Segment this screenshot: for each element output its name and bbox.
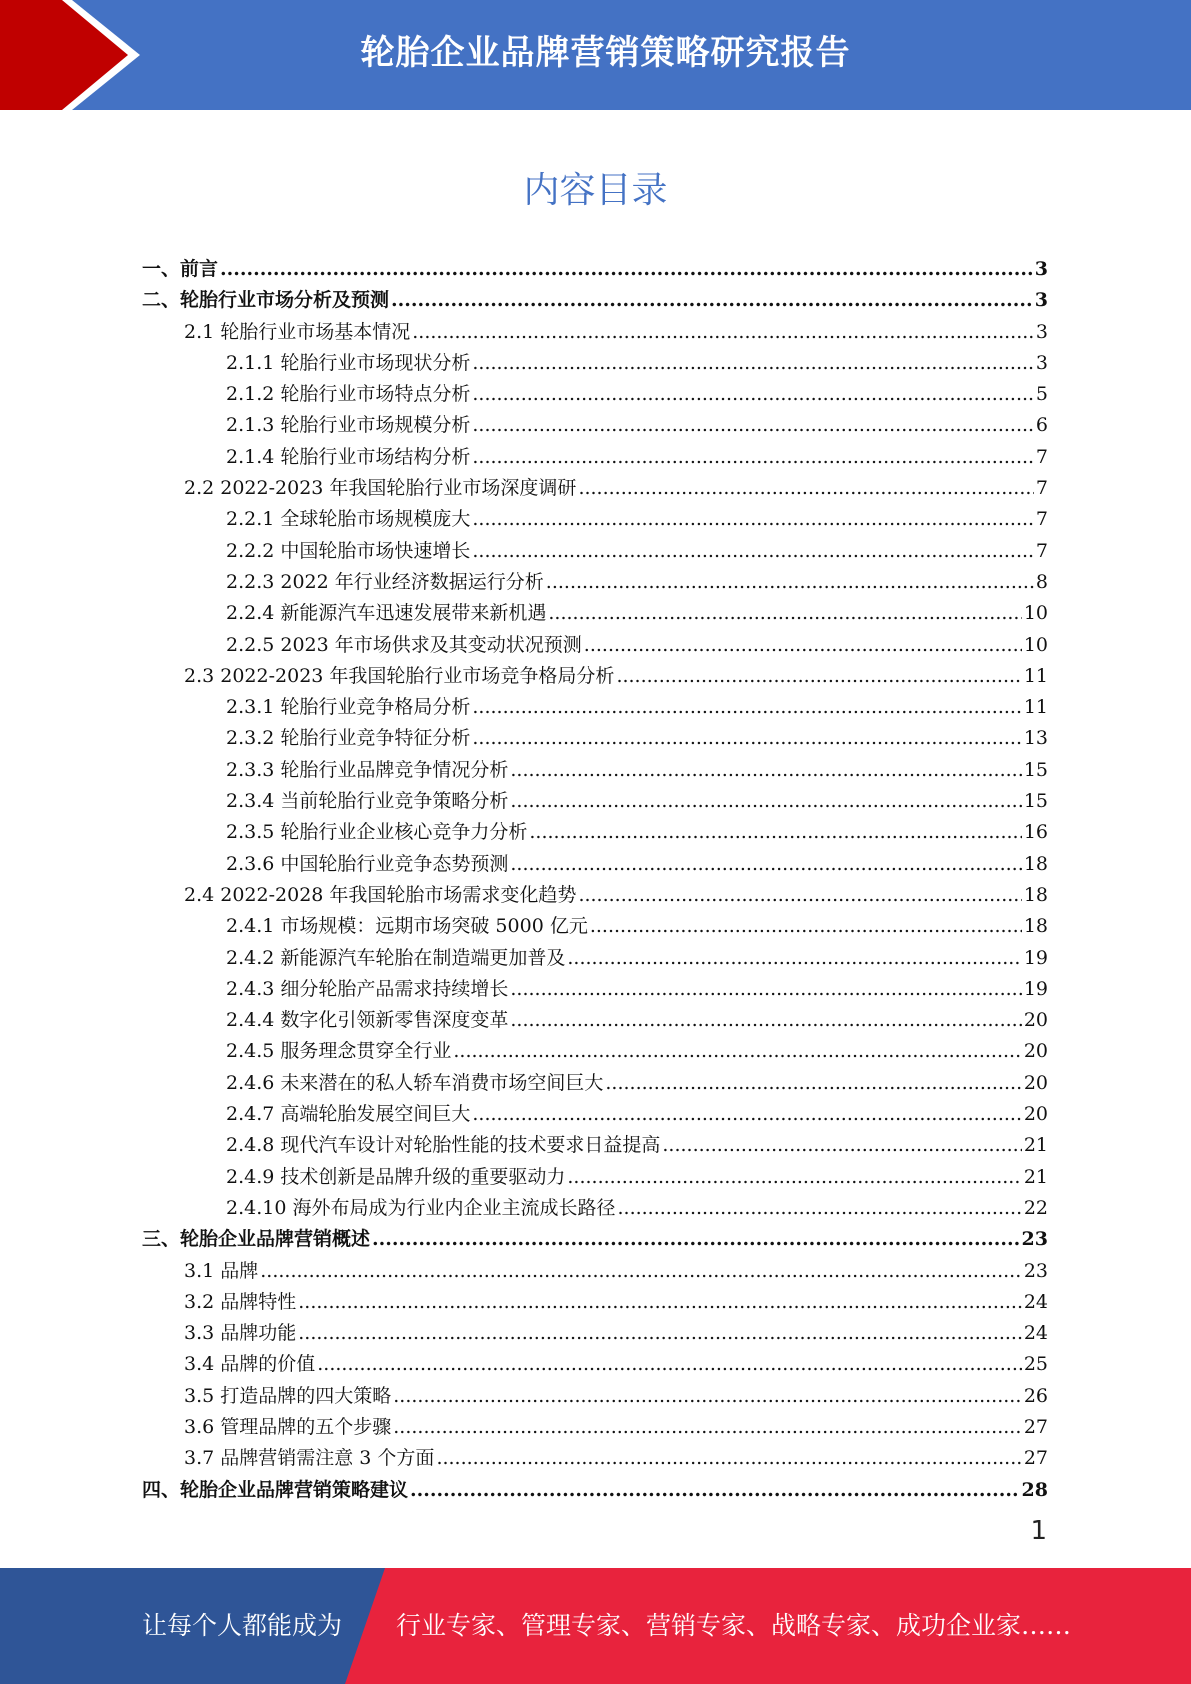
toc-entry[interactable] (142, 786, 1048, 817)
toc-entry-page: 7 (1035, 477, 1048, 500)
dot-leader (510, 786, 1021, 817)
toc-entry-page: 15 (1023, 758, 1048, 781)
table-of-contents (142, 254, 1048, 1506)
toc-entry-page: 6 (1035, 414, 1048, 437)
dot-leader (472, 536, 1034, 567)
toc-entry[interactable] (142, 567, 1048, 598)
toc-entry[interactable] (142, 379, 1048, 410)
toc-entry-page: 23 (1021, 1228, 1048, 1251)
toc-entry[interactable] (142, 1256, 1048, 1287)
dot-leader (617, 1193, 1021, 1224)
dot-leader (393, 1412, 1022, 1443)
toc-entry[interactable] (142, 1412, 1048, 1443)
toc-entry-text: 一、前言 (142, 258, 219, 280)
toc-entry[interactable] (142, 755, 1048, 786)
dot-leader (510, 755, 1021, 786)
toc-entry[interactable] (142, 723, 1048, 754)
toc-entry-text: 2.4.9 技术创新是品牌升级的重要驱动力 (226, 1165, 566, 1188)
toc-entry-page: 18 (1023, 852, 1048, 875)
toc-entry[interactable] (142, 317, 1048, 348)
toc-entry[interactable] (142, 536, 1048, 567)
toc-entry[interactable] (142, 1475, 1048, 1506)
toc-entry[interactable] (142, 1349, 1048, 1380)
toc-entry[interactable] (142, 849, 1048, 880)
toc-entry-text: 2.3.1 轮胎行业竞争格局分析 (226, 696, 471, 719)
toc-heading: 内容目录 (523, 170, 668, 211)
toc-entry-page: 18 (1023, 883, 1048, 906)
dot-leader (472, 442, 1034, 473)
toc-entry[interactable] (142, 442, 1048, 473)
dot-leader (546, 567, 1034, 598)
toc-entry-text: 3.6 管理品牌的五个步骤 (184, 1415, 392, 1438)
toc-entry-text: 2.4.5 服务理念贯穿全行业 (226, 1040, 452, 1063)
toc-entry-text: 2.3.3 轮胎行业品牌竞争情况分析 (226, 758, 509, 781)
toc-entry-text: 2.1.2 轮胎行业市场特点分析 (226, 383, 471, 406)
toc-entry-page: 23 (1023, 1259, 1048, 1282)
dot-leader (567, 943, 1021, 974)
toc-entry-page: 10 (1023, 633, 1048, 656)
toc-entry[interactable] (142, 1099, 1048, 1130)
dot-leader (472, 723, 1021, 754)
dot-leader (472, 1099, 1021, 1130)
toc-entry-page: 13 (1023, 727, 1048, 750)
toc-entry-text: 3.3 品牌功能 (184, 1322, 297, 1345)
toc-entry[interactable] (142, 1443, 1048, 1474)
toc-entry-page: 20 (1023, 1040, 1048, 1063)
toc-entry[interactable] (142, 1036, 1048, 1067)
toc-entry-page: 10 (1023, 602, 1048, 625)
toc-entry[interactable] (142, 285, 1048, 316)
dot-leader (410, 1475, 1020, 1506)
toc-entry-page: 20 (1023, 1071, 1048, 1094)
dot-leader (590, 911, 1022, 942)
toc-entry-page: 20 (1023, 1103, 1048, 1126)
toc-entry[interactable] (142, 598, 1048, 629)
toc-entry[interactable] (142, 1068, 1048, 1099)
toc-entry-text: 2.3.2 轮胎行业竞争特征分析 (226, 727, 471, 750)
toc-entry[interactable] (142, 943, 1048, 974)
toc-entry-page: 21 (1023, 1165, 1048, 1188)
dot-leader (412, 317, 1034, 348)
toc-entry[interactable] (142, 880, 1048, 911)
toc-entry[interactable] (142, 1193, 1048, 1224)
toc-entry-text: 3.2 品牌特性 (184, 1290, 297, 1313)
toc-entry-text: 3.1 品牌 (184, 1259, 259, 1282)
toc-entry-text: 2.1.4 轮胎行业市场结构分析 (226, 445, 471, 468)
toc-entry-page: 11 (1023, 696, 1048, 719)
toc-entry-text: 2.2.3 2022 年行业经济数据运行分析 (226, 570, 544, 593)
toc-entry[interactable] (142, 410, 1048, 441)
toc-entry-page: 7 (1035, 445, 1048, 468)
toc-entry-text: 2.4.3 细分轮胎产品需求持续增长 (226, 977, 509, 1000)
toc-entry-page: 15 (1023, 790, 1048, 813)
report-title: 轮胎企业品牌营销策略研究报告 (360, 33, 851, 73)
dot-leader (605, 1068, 1021, 1099)
dot-leader (393, 1381, 1022, 1412)
dot-leader (548, 598, 1021, 629)
toc-entry-text: 2.2.2 中国轮胎市场快速增长 (226, 539, 471, 562)
toc-entry-text: 2.4.6 未来潜在的私人轿车消费市场空间巨大 (226, 1071, 604, 1094)
toc-entry-page: 25 (1023, 1353, 1048, 1376)
toc-entry-page: 18 (1023, 915, 1048, 938)
toc-entry[interactable] (142, 630, 1048, 661)
toc-entry-page: 22 (1023, 1196, 1048, 1219)
dot-leader (510, 974, 1021, 1005)
toc-entry[interactable] (142, 911, 1048, 942)
toc-entry-text: 2.3 2022-2023 年我国轮胎行业市场竞争格局分析 (184, 664, 615, 687)
dot-leader (472, 379, 1034, 410)
toc-entry-text: 3.5 打造品牌的四大策略 (184, 1384, 392, 1407)
toc-entry-text: 2.4.4 数字化引领新零售深度变革 (226, 1009, 509, 1032)
toc-entry-page: 20 (1023, 1009, 1048, 1032)
toc-entry-page: 3 (1034, 258, 1048, 280)
toc-entry-text: 2.2.1 全球轮胎市场规模庞大 (226, 508, 471, 531)
toc-entry-text: 2.3.5 轮胎行业企业核心竞争力分析 (226, 821, 528, 844)
toc-entry[interactable] (142, 974, 1048, 1005)
dot-leader (472, 348, 1034, 379)
page-number: 1 (1030, 1516, 1047, 1546)
toc-entry-text: 2.4.10 海外布局成为行业内企业主流成长路径 (226, 1196, 616, 1219)
toc-entry-page: 3 (1035, 320, 1048, 343)
toc-entry-page: 26 (1023, 1384, 1048, 1407)
footer-slogan-right: 行业专家、管理专家、营销专家、战略专家、成功企业家…… (396, 1611, 1072, 1640)
dot-leader (436, 1443, 1021, 1474)
toc-entry-text: 2.1.1 轮胎行业市场现状分析 (226, 351, 471, 374)
toc-entry-page: 19 (1023, 977, 1048, 1000)
dot-leader (472, 504, 1034, 535)
toc-entry-text: 2.1 轮胎行业市场基本情况 (184, 320, 411, 343)
toc-entry-page: 24 (1023, 1322, 1048, 1345)
toc-entry-text: 2.4.8 现代汽车设计对轮胎性能的技术要求日益提高 (226, 1134, 661, 1157)
toc-entry-text: 2.2 2022-2023 年我国轮胎行业市场深度调研 (184, 477, 577, 500)
dot-leader (260, 1256, 1022, 1287)
toc-entry[interactable] (142, 254, 1048, 285)
toc-entry-text: 2.4.1 市场规模：远期市场突破 5000 亿元 (226, 915, 588, 938)
toc-entry-page: 24 (1023, 1290, 1048, 1313)
header-band (0, 0, 1191, 110)
toc-entry[interactable] (142, 504, 1048, 535)
toc-entry-page: 16 (1023, 821, 1048, 844)
footer-band (0, 1568, 1191, 1684)
dot-leader (567, 1162, 1021, 1193)
toc-entry-page: 11 (1023, 664, 1048, 687)
toc-entry[interactable] (142, 1005, 1048, 1036)
dot-leader (372, 1224, 1020, 1255)
toc-entry-page: 5 (1035, 383, 1048, 406)
dot-leader (510, 849, 1021, 880)
toc-entry-text: 四、轮胎企业品牌营销策略建议 (142, 1478, 409, 1501)
toc-entry[interactable] (142, 1130, 1048, 1161)
toc-entry-text: 3.4 品牌的价值 (184, 1353, 316, 1376)
toc-entry-page: 8 (1035, 570, 1048, 593)
toc-entry[interactable] (142, 1162, 1048, 1193)
toc-entry-page: 3 (1035, 351, 1048, 374)
toc-entry-text: 二、轮胎行业市场分析及预测 (142, 289, 390, 312)
toc-entry[interactable] (142, 1287, 1048, 1318)
toc-entry-text: 3.7 品牌营销需注意 3 个方面 (184, 1447, 435, 1470)
toc-entry-text: 2.4.2 新能源汽车轮胎在制造端更加普及 (226, 946, 566, 969)
toc-entry-page: 3 (1034, 289, 1048, 312)
dot-leader (453, 1036, 1021, 1067)
toc-entry-text: 2.4.7 高端轮胎发展空间巨大 (226, 1103, 471, 1126)
dot-leader (472, 410, 1034, 441)
dot-leader (510, 1005, 1021, 1036)
toc-entry-page: 27 (1023, 1447, 1048, 1470)
toc-entry-page: 7 (1035, 508, 1048, 531)
toc-entry-page: 19 (1023, 946, 1048, 969)
dot-leader (578, 473, 1033, 504)
toc-entry-text: 2.3.6 中国轮胎行业竞争态势预测 (226, 852, 509, 875)
toc-entry[interactable] (142, 661, 1048, 692)
footer-slogan-left: 让每个人都能成为 (142, 1611, 343, 1640)
toc-entry-text: 2.2.4 新能源汽车迅速发展带来新机遇 (226, 602, 547, 625)
dot-leader (529, 817, 1021, 848)
dot-leader (391, 285, 1033, 316)
dot-leader (317, 1349, 1022, 1380)
toc-entry[interactable] (142, 1224, 1048, 1255)
toc-entry[interactable] (142, 348, 1048, 379)
toc-entry[interactable] (142, 692, 1048, 723)
toc-entry-text: 2.1.3 轮胎行业市场规模分析 (226, 414, 471, 437)
dot-leader (298, 1287, 1022, 1318)
toc-entry-page: 27 (1023, 1415, 1048, 1438)
dot-leader (662, 1130, 1021, 1161)
toc-entry-text: 2.4 2022-2028 年我国轮胎市场需求变化趋势 (184, 883, 577, 906)
toc-entry-text: 三、轮胎企业品牌营销概述 (142, 1228, 371, 1251)
toc-entry-page: 7 (1035, 539, 1048, 562)
toc-entry-text: 2.2.5 2023 年市场供求及其变动状况预测 (226, 633, 582, 656)
toc-entry[interactable] (142, 817, 1048, 848)
dot-leader (584, 630, 1022, 661)
dot-leader (298, 1318, 1022, 1349)
dot-leader (220, 254, 1033, 285)
toc-entry-page: 28 (1021, 1478, 1048, 1501)
toc-entry-text: 2.3.4 当前轮胎行业竞争策略分析 (226, 790, 509, 813)
toc-entry[interactable] (142, 473, 1048, 504)
toc-entry[interactable] (142, 1381, 1048, 1412)
dot-leader (616, 661, 1021, 692)
toc-entry[interactable] (142, 1318, 1048, 1349)
dot-leader (472, 692, 1021, 723)
dot-leader (578, 880, 1021, 911)
toc-entry-page: 21 (1023, 1134, 1048, 1157)
